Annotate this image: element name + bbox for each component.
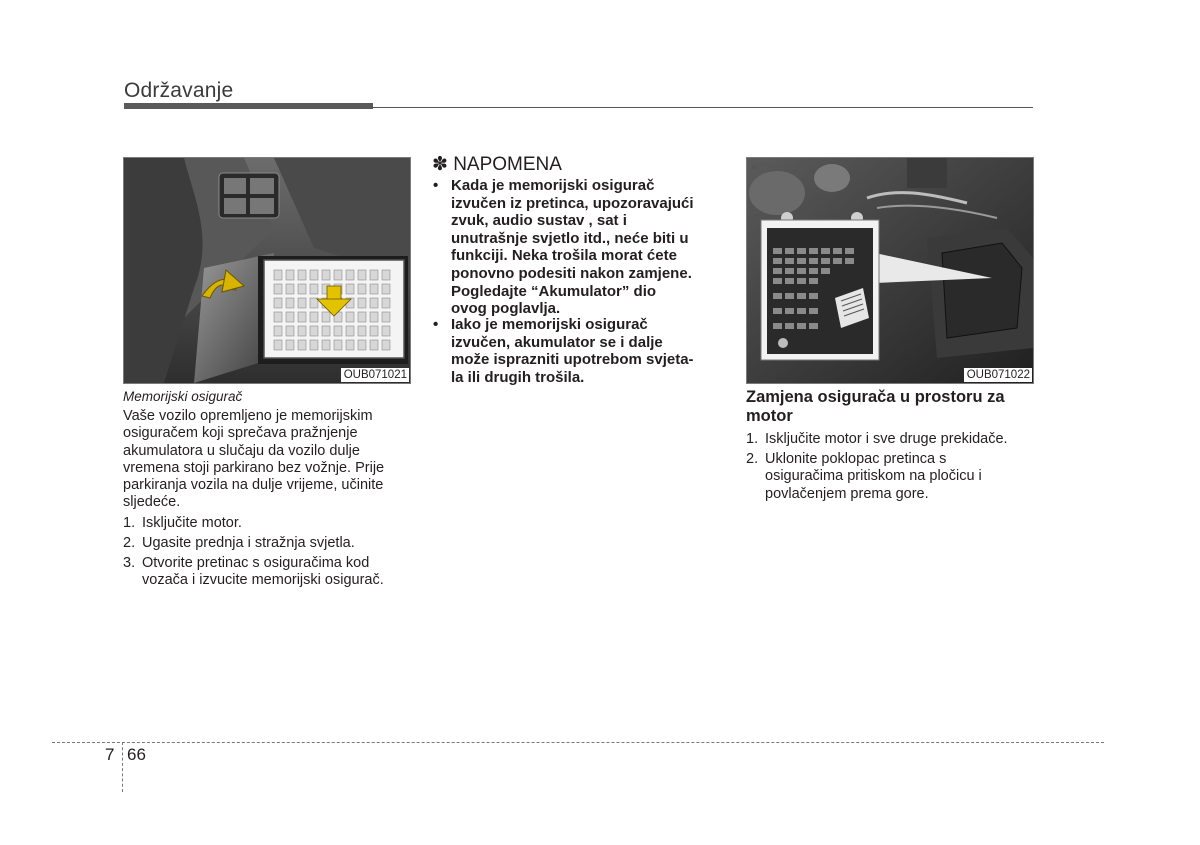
step-number: 1. xyxy=(123,515,136,531)
step-text: povlačenjem prema gore. xyxy=(765,485,929,502)
section-title: Održavanje xyxy=(124,79,234,102)
note-line: Pogledajte “Akumulator” dio xyxy=(451,282,657,300)
step-text: Uklonite poklopac pretinca s xyxy=(765,451,947,467)
note-line: funkciji. Neka trošila morat ćete xyxy=(451,247,677,265)
note-title: ✽ NAPOMENA xyxy=(432,154,562,175)
bullet: • xyxy=(433,177,439,194)
paragraph-line: Vaše vozilo opremljeno je memorijskim xyxy=(123,408,373,424)
engine-fuse-figure xyxy=(746,157,1034,384)
type-label: ■ Type B xyxy=(751,162,791,173)
note-line: zvuk, audio sustav , sat i xyxy=(451,212,627,230)
paragraph-line: akumulatora u slučaju da vozilo dulje xyxy=(123,442,360,459)
header-accent-bar xyxy=(124,103,373,109)
step-text: osiguračima pritiskom na pločicu i xyxy=(765,468,982,485)
heading-line: motor xyxy=(746,407,793,425)
note-line: može isprazniti upotrebom svjeta- xyxy=(451,351,694,369)
step-item xyxy=(123,535,355,552)
section-heading xyxy=(746,388,1046,426)
figure-code: OUB071022 xyxy=(964,368,1032,382)
note-line: izvučen iz pretinca, upozoravajući xyxy=(451,194,694,212)
chapter-number: 7 xyxy=(105,745,115,764)
figure-code: OUB071021 xyxy=(341,368,409,382)
step-text: vozača i izvucite memorijski osigurač. xyxy=(142,572,384,589)
footer-divider xyxy=(122,742,123,792)
dashboard-fuse-illustration xyxy=(124,158,410,383)
note-line: Kada je memorijski osigurač xyxy=(451,177,655,194)
step-number: 3. xyxy=(123,555,136,571)
step-number: 1. xyxy=(746,431,759,447)
paragraph-line: osiguračem koji sprečava pražnjenje xyxy=(123,425,358,442)
step-text: Isključite motor. xyxy=(142,515,242,531)
heading-line: Zamjena osigurača u prostoru za xyxy=(746,388,1005,406)
engine-compartment-illustration xyxy=(747,158,1033,383)
footer-rule xyxy=(52,742,1104,743)
step-item xyxy=(746,431,1008,448)
note-line: izvučen, akumulator se i dalje xyxy=(451,333,663,351)
paragraph-line: parkiranja vozila na dulje vrijeme, učinite xyxy=(123,477,384,494)
note-line: la ili drugih trošila. xyxy=(451,368,585,386)
intro-paragraph xyxy=(123,408,423,512)
step-item xyxy=(123,515,242,532)
note-item xyxy=(433,177,733,318)
paragraph-line: sljedeće. xyxy=(123,494,181,511)
note-line: unutrašnje svjetlo itd., neće biti u xyxy=(451,229,689,247)
step-number: 2. xyxy=(746,451,759,467)
step-number: 2. xyxy=(123,535,136,551)
step-text: Isključite motor i sve druge prekidače. xyxy=(765,431,1008,447)
bullet: • xyxy=(433,316,439,333)
note-item xyxy=(433,316,733,386)
page-number: 66 xyxy=(127,745,146,764)
step-text: Otvorite pretinac s osiguračima kod xyxy=(142,555,370,571)
figure-caption: Memorijski osigurač xyxy=(123,389,243,404)
step-item xyxy=(123,555,384,590)
memory-fuse-figure xyxy=(123,157,411,384)
step-text: Ugasite prednja i stražnja svjetla. xyxy=(142,535,355,551)
note-line: ponovno podesiti nakon zamjene. xyxy=(451,264,692,282)
note-line: ovog poglavlja. xyxy=(451,300,561,318)
note-line: Iako je memorijski osigurač xyxy=(451,316,648,333)
step-item xyxy=(746,451,982,503)
paragraph-line: vremena stoji parkirano bez vožnje. Prije xyxy=(123,459,385,476)
